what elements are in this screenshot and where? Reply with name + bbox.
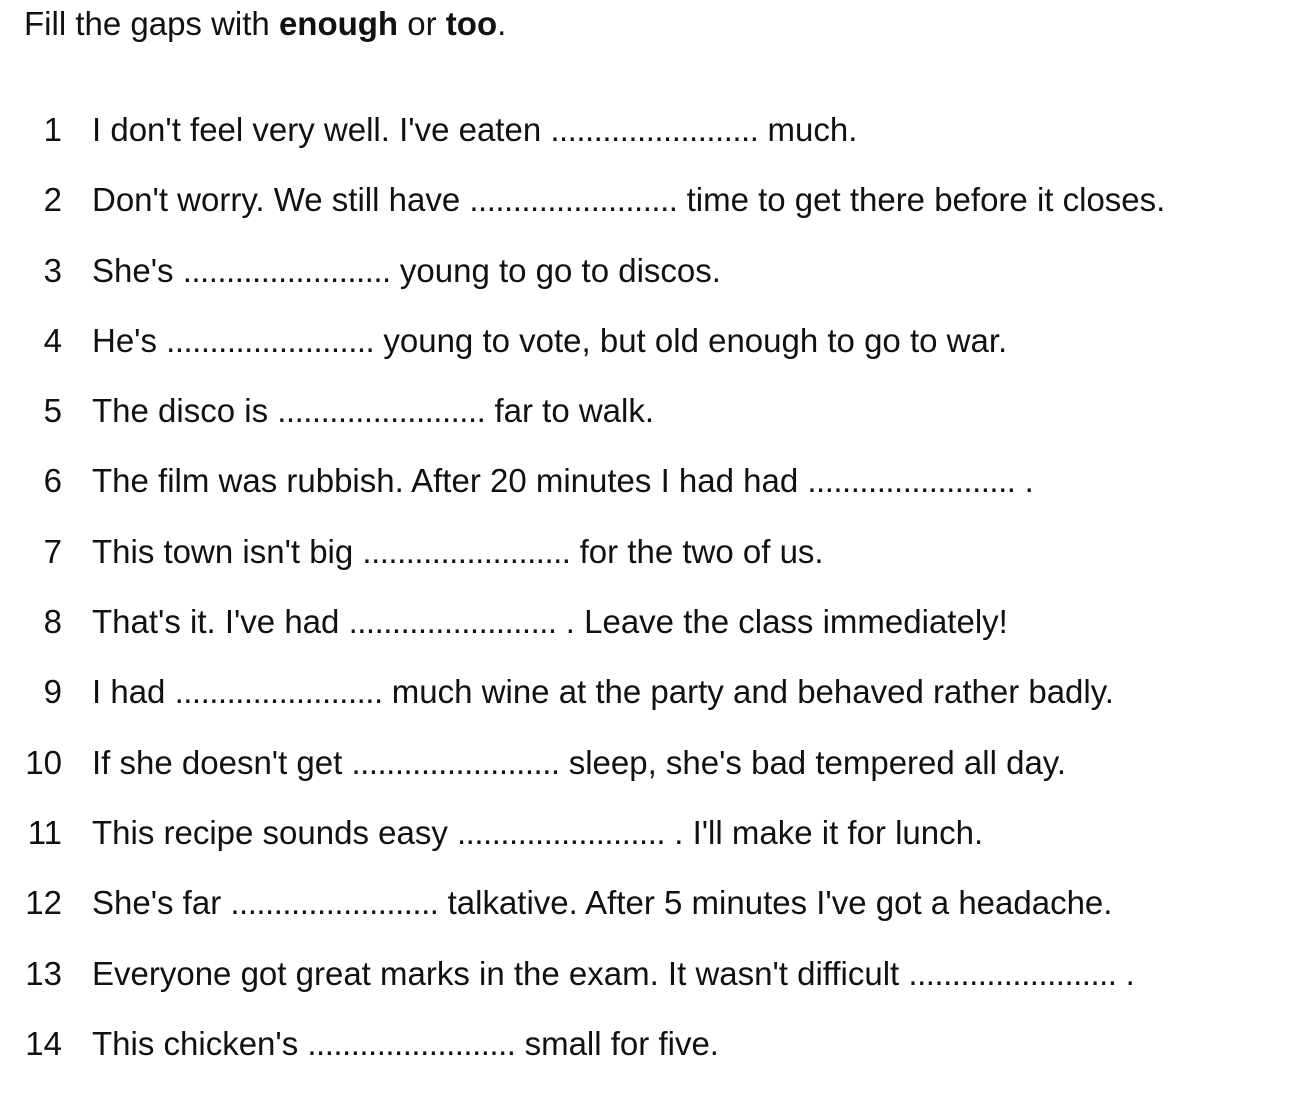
exercise-item (0, 108, 1299, 178)
item-sentence (92, 319, 1007, 363)
item-sentence (92, 389, 654, 433)
answer-gap[interactable]: ........................ (307, 1024, 516, 1062)
item-sentence (92, 881, 1112, 925)
sentence-before: She's (92, 251, 183, 289)
answer-gap[interactable]: ........................ (166, 321, 375, 359)
instruction-suffix: . (497, 5, 507, 42)
exercise-list (0, 108, 1299, 1092)
answer-gap[interactable]: ........................ (182, 251, 391, 289)
exercise-item (0, 670, 1299, 740)
answer-gap[interactable]: ........................ (469, 181, 678, 219)
sentence-before: That's it. I've had (92, 603, 349, 641)
sentence-after: young to go to discos. (390, 251, 721, 289)
item-number: 5 (43, 392, 62, 430)
answer-gap[interactable]: ........................ (174, 673, 383, 711)
instruction-heading (24, 4, 506, 44)
sentence-after: much. (758, 111, 858, 148)
sentence-before: He's (92, 321, 167, 359)
item-number: 2 (43, 181, 62, 219)
exercise-item (0, 741, 1299, 811)
sentence-after: talkative. After 5 minutes I've got a headache. (438, 884, 1113, 922)
sentence-after: small for five. (515, 1024, 719, 1062)
item-number: 10 (25, 743, 62, 781)
exercise-item (0, 952, 1299, 1022)
sentence-after: time to get there before it closes. (677, 181, 1166, 219)
item-number: 11 (27, 813, 62, 851)
sentence-before: This chicken's (92, 1024, 308, 1062)
exercise-item (0, 459, 1299, 529)
exercise-item (0, 811, 1299, 881)
sentence-after: . Leave the class immediately! (556, 603, 1008, 641)
instruction-prefix: Fill the gaps with (24, 5, 279, 42)
sentence-after: . (1116, 954, 1135, 992)
item-number: 8 (43, 603, 62, 641)
item-number: 4 (43, 321, 62, 359)
answer-gap[interactable]: ........................ (807, 462, 1016, 500)
exercise-item (0, 600, 1299, 670)
instruction-middle: or (398, 5, 446, 42)
answer-gap[interactable]: ........................ (348, 603, 557, 641)
item-sentence (92, 952, 1135, 996)
sentence-before: She's far (92, 884, 231, 922)
sentence-before: This recipe sounds easy (92, 813, 458, 851)
sentence-before: The disco is (92, 392, 278, 430)
instruction-word-too: too (445, 5, 498, 42)
instruction-word-enough: enough (278, 5, 399, 42)
answer-gap[interactable]: ........................ (908, 954, 1117, 992)
answer-gap[interactable]: ........................ (230, 884, 439, 922)
answer-gap[interactable]: ........................ (277, 392, 486, 430)
sentence-after: for the two of us. (570, 532, 824, 570)
item-sentence (92, 1022, 719, 1066)
item-number: 14 (25, 1024, 62, 1062)
sentence-after: sleep, she's bad tempered all day. (559, 743, 1067, 781)
item-number: 12 (25, 884, 62, 922)
item-number: 1 (43, 111, 62, 148)
sentence-after: far to walk. (485, 392, 655, 430)
sentence-before: I don't feel very well. I've eaten (92, 111, 551, 148)
item-number: 7 (43, 532, 62, 570)
exercise-item (0, 389, 1299, 459)
exercise-item (0, 530, 1299, 600)
exercise-item (0, 1022, 1299, 1092)
item-number: 6 (43, 462, 62, 500)
answer-gap[interactable]: ........................ (550, 111, 759, 148)
sentence-after: young to vote, but old enough to go to war. (374, 321, 1008, 359)
sentence-before: This town isn't big (92, 532, 363, 570)
exercise-item (0, 881, 1299, 951)
item-sentence (92, 178, 1165, 222)
item-sentence (92, 600, 1008, 644)
answer-gap[interactable]: ........................ (457, 813, 666, 851)
item-sentence (92, 530, 824, 574)
sentence-before: Everyone got great marks in the exam. It wasn't difficult (92, 954, 909, 992)
item-sentence (92, 459, 1034, 503)
exercise-item (0, 319, 1299, 389)
sentence-before: If she doesn't get (92, 743, 352, 781)
sentence-after: . (1015, 462, 1034, 500)
item-sentence (92, 670, 1114, 714)
exercise-item (0, 249, 1299, 319)
sentence-after: much wine at the party and behaved rather badly. (382, 673, 1114, 711)
item-number: 3 (43, 251, 62, 289)
item-sentence (92, 741, 1066, 785)
item-number: 9 (43, 673, 62, 711)
item-sentence (92, 811, 983, 855)
sentence-before: I had (92, 673, 175, 711)
item-number: 13 (25, 954, 62, 992)
item-sentence (92, 249, 721, 293)
answer-gap[interactable]: ........................ (351, 743, 560, 781)
answer-gap[interactable]: ........................ (362, 532, 571, 570)
exercise-item (0, 178, 1299, 248)
item-sentence (92, 108, 857, 152)
sentence-after: . I'll make it for lunch. (665, 813, 984, 851)
sentence-before: Don't worry. We still have (92, 181, 470, 219)
sentence-before: The film was rubbish. After 20 minutes I had had (92, 462, 808, 500)
